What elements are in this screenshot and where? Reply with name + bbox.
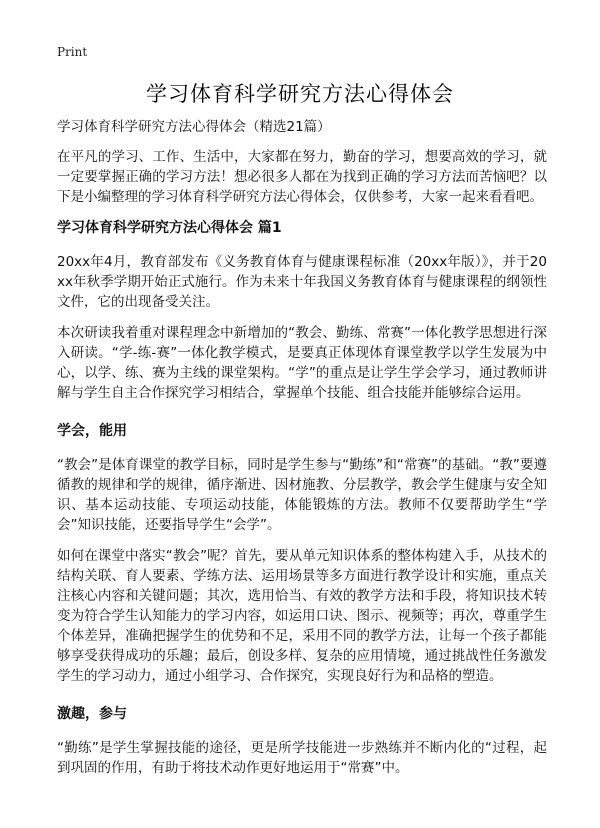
document-subtitle: 学习体育科学研究方法心得体会（精选21篇）: [57, 119, 331, 135]
section-heading-1: 学习体育科学研究方法心得体会 篇1: [57, 220, 282, 236]
intro-paragraph: 在平凡的学习、工作、生活中，大家都在努力，勤奋的学习，想要高效的学习，就一定要掌握正确的学习方法！想必很多人都在为找到正确的学习方法而苦恼吧？以下是小编整理的学习体育科学研究方法心得体会，仅供参考，大家一起来看看吧。: [57, 149, 547, 205]
paragraph-4: 如何在课堂中落实“教会”呢？首先，要从单元知识体系的整体构建入手，从技术的结构关联、育人要素、学练方法、运用场景等多方面进行教学设计和实施，重点关注核心内容和关键问题；其次，选用恰当、有效的教学方法和手段，将知识技术转变为符合学生认知能力的学习内容，如运用口诀、图示、视频等；再次，尊重学生个体差异，准确把握学生的优势和不足，采用不同的教学方法，让每一个孩子都能够享受获得成功的乐趣；最后，创设多样、复杂的应用情境，通过挑战性任务激发学生的学习动力，通过小组学习、合作探究，实现良好行为和品格的塑造。: [57, 548, 547, 684]
paragraph-5: “勤练”是学生掌握技能的途径，更是所学技能进一步熟练并不断内化的“过程，起到巩固的作用，有助于将技术动作更好地运用于“常赛”中。: [57, 740, 547, 776]
section-heading-2: 学会，能用: [57, 423, 127, 439]
page-title: 学习体育科学研究方法心得体会: [146, 82, 454, 106]
paragraph-2: 本次研读我着重对课程理念中新增加的“教会、勤练、常赛”一体化教学思想进行深入研读。“学-练-赛”一体化教学模式，是要真正体现体育课堂教学以学生发展为中心，以学、练、赛为主线的课堂架构。“学”的重点是让学生学会学习，通过教师讲解与学生自主合作探究学习相结合，掌握单个技能、组合技能并能够综合运用。: [57, 325, 547, 401]
paragraph-3: “教会”是体育课堂的教学目标，同时是学生参与“勤练”和“常赛”的基础。“教”要遵循教的规律和学的规律，循序渐进、因材施教、分层教学，教会学生健康与安全知识、基本运动技能、专项运动技能，体能锻炼的方法。教师不仅要帮助学生“学会”知识技能，还要指导学生“会学”。: [57, 457, 547, 533]
paragraph-1: 20xx年4月，教育部发布《义务教育体育与健康课程标准（20xx年版）》，并于20xx年秋季学期开始正式施行。作为未来十年我国义务教育体育与健康课程的纲领性文件，它的出现备受关注。: [57, 254, 547, 310]
document-body: [57, 117, 547, 789]
print-label[interactable]: Print: [57, 45, 88, 59]
section-heading-3: 激趣，参与: [57, 706, 127, 722]
